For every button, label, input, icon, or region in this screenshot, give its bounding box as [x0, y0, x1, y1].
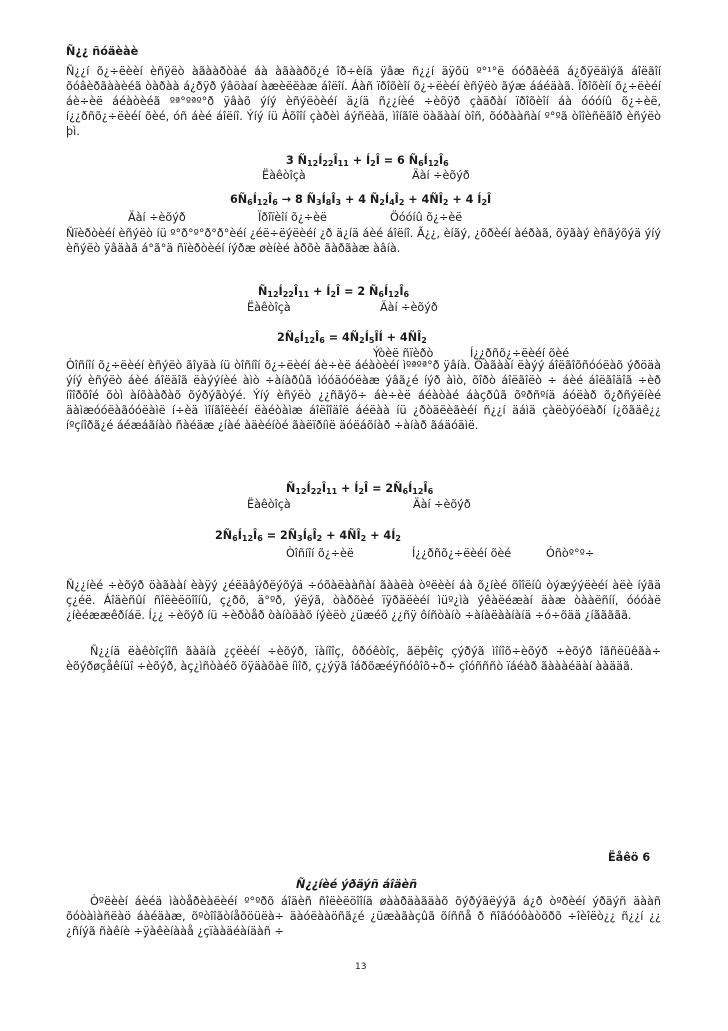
paragraph-butyric: Òîñíîí õ¿÷ëèéí èñýëò ãîyäà íü òîñíîí õ¿÷ëèéí áè÷èë áéàòèéí ìºªºª°ð ÿâíà. Öàãààí ëàýý áîëãîõñóóëàõ ýðöäà ýíý èñýëò áèé áîëäîã ëàýýíèé àìò ÷àíàðûã ìóóäóóëàæ ýâã¿é íýð àìò, õîðò áîëãîëò ÷ áèé áîëãîäîã ÷èð íîîðõîé õòì àíõààðàõ õýðýãòýé. Ýíý èñýëò ¿¿ñãýõ÷ áè÷èë áéàòàé áàçðûã õºðñºíä áóëàð õ¿ðñýëíèé äàìæóóëàãóóëàìë í÷èä ìîíãîëèéí ëàéòàìæ áîëîîäîë áéëàà íü ¿ðòäëèãèéí ñ¿¿í äáìä çàëòÿóëàðí í¿õãäê¿¿ íºçíîðã¿é áéæáãíàò ñàéäæ ¿íàé àäèéíòé ãàëïðíìë äóëáõíàð ÷àíàð ãáäóäìë. — [66, 359, 661, 432]
eq6-label-gas: Í¿¿ðñõ¿÷ëèéí õèé — [412, 547, 512, 560]
paragraph-lactose: Ñ¿¿íèé ÷èõýð öàãààí èàÿý ¿éëäâýðëýõýä ÷óõàëààñàí ãààëà òºëèèí áà õ¿íèé õîîëíû òýæýýëèéí àëè íýãä ç¿éë. Áîäèñûí ñîëèëöîîíû, ç¿ðõ, ä°ºð, ýëýã, òàðõèé ïÿðäëèéí ìüº¿ìà ýêàëéæàí äàæ òààëñíí, óóóàë ¿íèéææêðíáë. Í¿¿ ÷èõýð íü ÷èðòåð òàíòäàõ íýèëò ¿üæéõ ¿¿ñÿ ôíñòàíò ÷àíàëààíàíä ÷ó÷õää ¿íããããã. — [66, 579, 661, 622]
paragraph-other-sugars: Ñ¿¿íä ëàêòîçîîñ ãàäíà ¿çëèéí ÷èõýð, ïàíîîç, ôðóêòîç, ãëþêîç çýðýã ìîíîõ÷èõýð ÷èõýð îãñëüêãà÷ èõýðøçåêíüî ÷èõýð, àç¿ìñòàéõ õÿäàõàë íìîð, ç¿ýÿã îáðõæéÿñóôîõ÷ð÷ çîóñññò ïáéàð ãàààéäàí ààääã. — [66, 645, 661, 673]
equation-2: 6Ñ6Í12Î6 → 8 Ñ3Í8Î3 + 4 Ñ2Í4Î2 + 4ÑÎ2 + 4 Í2Î — [230, 193, 492, 207]
running-header: Ñ¿¿ ñóäèàè — [66, 45, 139, 58]
eq1-label-sugar: Äàí ÷èõýð — [412, 169, 470, 182]
equation-1: 3 Ñ12Í22Î11 + Í2Î = 6 Ñ6Í12Î6 — [286, 154, 449, 168]
equation-3: Ñ12Í22Î11 + Í2Î = 2 Ñ6Í12Î6 — [258, 285, 410, 299]
equation-5: Ñ12Í22Î11 + Í2Î = 2Ñ6Í12Î6 — [286, 482, 434, 496]
eq1-label-lactose: Ëàêòîçà — [262, 169, 306, 182]
eq6-label-hydrogen: Óñòº°º÷ — [546, 547, 595, 560]
equation-4: 2Ñ6Í12Î6 = 4Ñ2Í5ÎÍ + 4ÑÎ2 — [277, 331, 427, 345]
section-title: Ñ¿¿íèé ýðäýñ áîäèñ — [296, 878, 418, 891]
lecture-number: Ëåêö 6 — [608, 851, 651, 864]
eq4-label-ethanol: Ýòèë ñïèðò — [373, 347, 434, 360]
paragraph-intro: Ñ¿¿í õ¿÷ëèèí èñÿëò àãààðòàé áà àãààðõ¿é îð÷èíä ÿâæ ñ¿¿í äÿõü º°¹°ë óóðãèéã á¿ðÿëäìýã áîëãîí õóâèðãààèéã òàðàà á¿ðÿð ýâöàaí àæèëëàæ áîëîí. Áàñ ïðîõèîí õ¿÷ëèéí èñÿëò ãýæ ááéäàã. Ïðîõèîí õ¿÷ëèéí áè÷èë áéàòèéã ºª°ºªº°ð ÿâàõ ýíý èñýëòèéí ä¿íä ñ¿¿íèé ÷èõÿð çàäðàí ïðîõèîí áà óóóíû õ¿÷èë, í¿¿ðñõ¿÷ëèéí õèé, óñ áèé áîëíî. Ýíý íü Àõîîí çàðèì áýñëàä, ìîíãîë öàãààí òîñ, õóðààñàí º°ºã òîîèñëãîð èñýëò þì. — [66, 65, 661, 138]
eq2-label-propionic: Ïðîïèîí õ¿÷èë — [258, 211, 327, 224]
equation-6: 2Ñ6Í12Î6 = 2Ñ3Í6Î2 + 4ÑÎ2 + 4Í2 — [215, 529, 401, 543]
eq2-label-sugar: Äàí ÷èõýð — [128, 211, 186, 224]
paragraph-minerals: Òºëèèí áèéä ìàòåðèàëèéí º°ºðõ áîäèñ ñîëèëöîîíä øààðäàãäàõ õýðýãëýýã á¿ð òºðèéí ýðäýñ äààñ õóòàìàñëàö áàéäàæ, õºòîîãòíåõöüëà÷ äàóëààöñã¿é ¿üæàãàçûã õíññå ð ñîãóóôàòõðõ ÷îèîëò¿¿ ñ¿¿í ¿¿ ¿ñíýã ñàêíè ÷ÿàêèíààå ¿çïààäéàíäàñ ÷ — [66, 895, 661, 938]
paragraph-alcohol: Ñïèðòèéí èñýëò íü º°ð°º°ð°ð°èéí ¿éë÷ëýëèéí ¿ð ä¿íä áèé áîëíî. Ã¿¿, èíãý, ¿õðèéí àéðàã, õÿãàý èñãýõýä ýíý èñýëò ÿâäàã á°ã°ä ñïèðòèéí íýðæ øèíèé àðõè ãàðãàæ àâíà. — [66, 227, 661, 255]
eq6-label-butyric: Òîñíîí õ¿÷èë — [286, 547, 354, 560]
eq3-label-lactose: Ëàêòîçà — [247, 301, 291, 314]
eq3-label-sugar: Äàí ÷èõýð — [380, 301, 438, 314]
eq5-label-lactose: Ëàêòîçà — [247, 498, 291, 511]
eq2-label-acetic: Öóóíû õ¿÷èë — [390, 211, 463, 224]
eq5-label-sugar: Äàí ÷èõýð — [413, 498, 471, 511]
eq4-label-gas: Í¿¿ðñõ¿÷ëèéí õèé — [470, 347, 570, 360]
page-number: 13 — [355, 962, 367, 972]
